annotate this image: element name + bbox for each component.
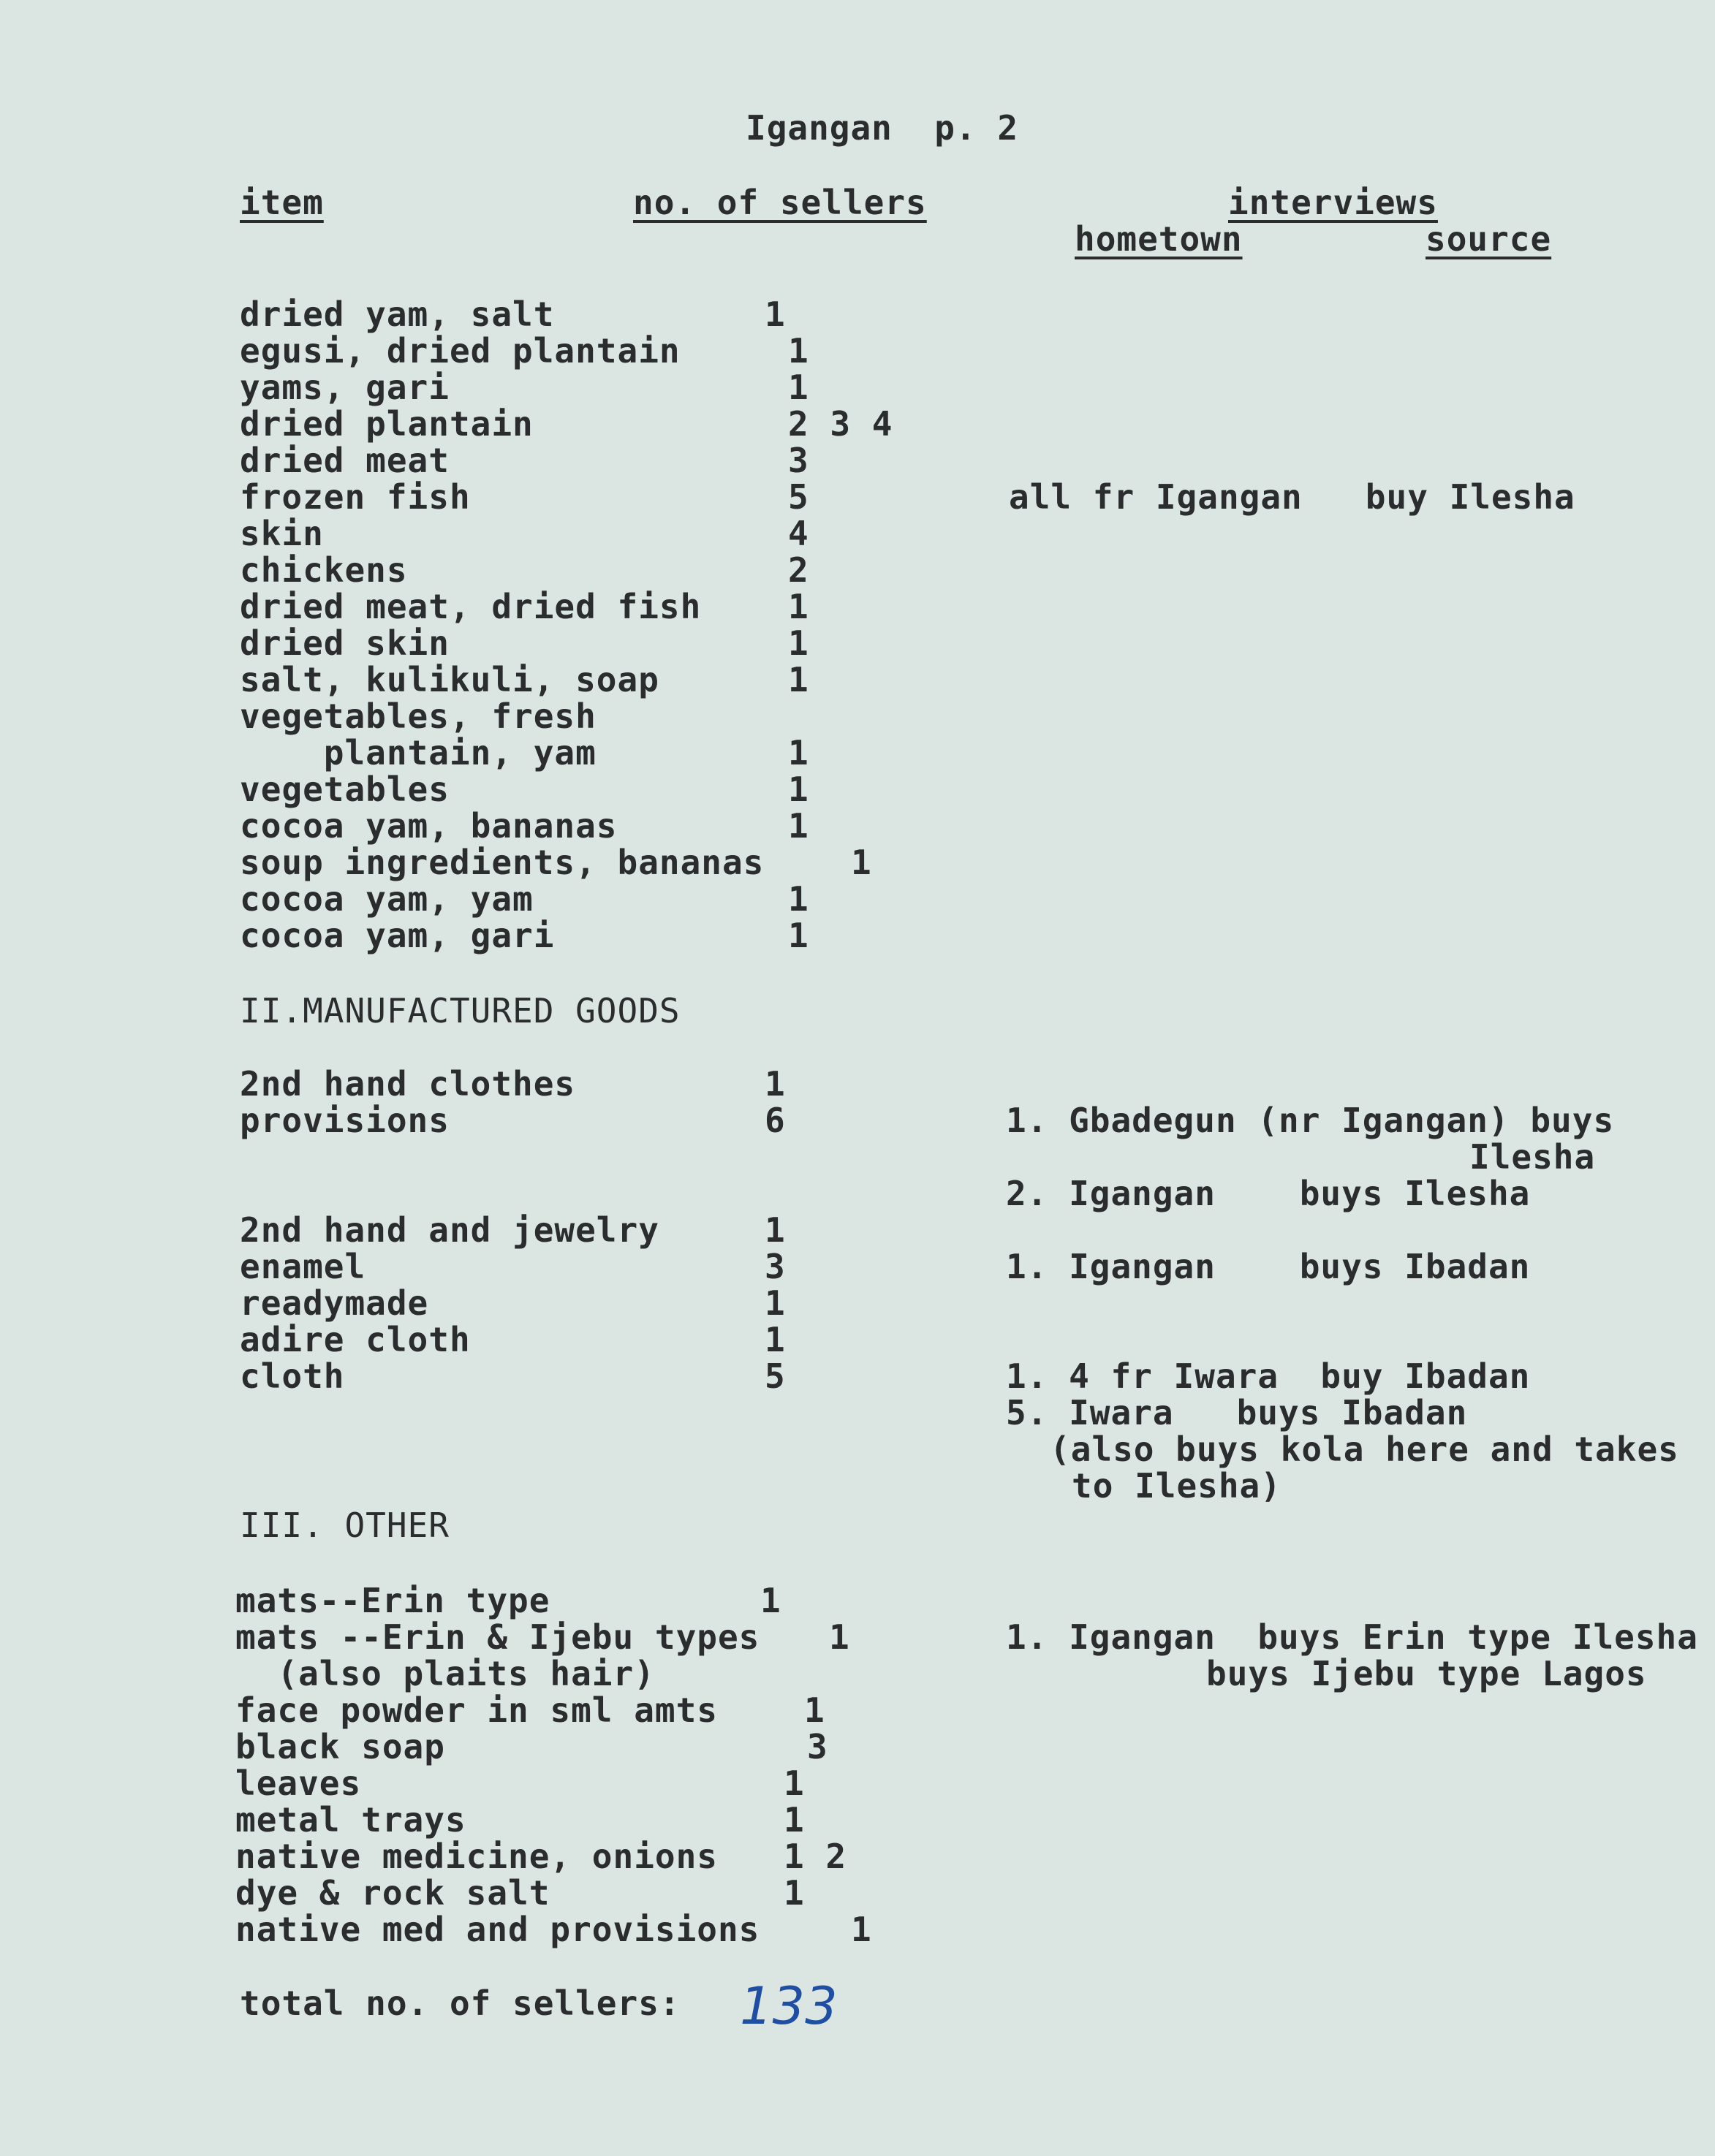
list-item-count: 1 — [784, 1764, 805, 1803]
list-item-count: 4 — [788, 514, 809, 553]
list-item-label: (also plaits hair) — [235, 1654, 655, 1693]
interview-note: all fr Igangan buy Ilesha — [1009, 477, 1575, 517]
header-source: source — [1426, 219, 1552, 259]
list-item-label: vegetables — [240, 770, 450, 809]
list-item-count: 5 — [765, 1356, 786, 1396]
interview-note: 1. Igangan buys Ibadan — [1006, 1247, 1531, 1286]
list-item-label: dye & rock salt — [235, 1873, 550, 1913]
list-item-label: dried meat — [240, 441, 450, 480]
list-item-label: provisions — [240, 1101, 450, 1140]
total-label: total no. of sellers: — [240, 1984, 681, 2023]
interview-note: 1. Igangan buys Erin type Ilesha — [1006, 1617, 1698, 1657]
interview-note: 2. Igangan buys Ilesha — [1006, 1174, 1531, 1213]
list-item-count: 1 — [829, 1617, 850, 1657]
list-item-count: 1 — [784, 1873, 805, 1913]
list-item-count: 1 — [784, 1800, 805, 1840]
list-item-count: 1 — [765, 1283, 786, 1323]
list-item-label: black soap — [235, 1727, 445, 1766]
list-item-count: 1 — [760, 1581, 781, 1620]
list-item-label: native med and provisions — [235, 1910, 760, 1949]
page-title: Igangan p. 2 — [746, 108, 1019, 148]
list-item-label: leaves — [235, 1764, 362, 1803]
list-item-count: 1 — [788, 368, 809, 407]
interview-note: (also buys kola here and takes — [1050, 1430, 1679, 1469]
list-item-count: 1 — [765, 1064, 786, 1104]
list-item-count: 1 — [765, 1320, 786, 1359]
list-item-count: 1 — [851, 1910, 872, 1949]
list-item-label: soup ingredients, bananas — [240, 843, 765, 882]
list-item-count: 6 — [765, 1101, 786, 1140]
header-item: item — [240, 183, 324, 222]
list-item-count: 1 2 — [784, 1837, 847, 1876]
section-heading: III. OTHER — [240, 1506, 450, 1545]
list-item-label: 2nd hand and jewelry — [240, 1210, 659, 1250]
header-no-of-sellers: no. of sellers — [633, 183, 927, 222]
list-item-label: mats --Erin & Ijebu types — [235, 1617, 760, 1657]
header-hometown: hometown — [1075, 219, 1243, 259]
header-interviews: interviews — [1228, 183, 1438, 222]
list-item-label: dried plantain — [240, 404, 534, 444]
list-item-count: 1 — [804, 1690, 825, 1730]
section-heading: II.MANUFACTURED GOODS — [240, 991, 681, 1030]
interview-note: Ilesha — [1469, 1137, 1596, 1177]
list-item-label: 2nd hand clothes — [240, 1064, 576, 1104]
list-item-label: dried yam, salt — [240, 295, 555, 334]
list-item-label: adire cloth — [240, 1320, 471, 1359]
list-item-label: cocoa yam, yam — [240, 879, 534, 919]
list-item-label: face powder in sml amts — [235, 1690, 718, 1730]
list-item-count: 1 — [765, 295, 786, 334]
list-item-label: cocoa yam, bananas — [240, 806, 618, 846]
list-item-label: vegetables, fresh — [240, 696, 597, 736]
list-item-label: dried meat, dried fish — [240, 587, 702, 626]
list-item-label: yams, gari — [240, 368, 450, 407]
list-item-label: readymade — [240, 1283, 429, 1323]
list-item-label: mats--Erin type — [235, 1581, 550, 1620]
list-item-label: chickens — [240, 550, 408, 590]
interview-note: to Ilesha) — [1072, 1466, 1281, 1506]
interview-note: 5. Iwara buys Ibadan — [1006, 1393, 1468, 1432]
list-item-label: skin — [240, 514, 324, 553]
list-item-label: cocoa yam, gari — [240, 916, 555, 955]
list-item-count: 1 — [788, 623, 809, 663]
list-item-count: 1 — [788, 806, 809, 846]
list-item-count: 2 3 4 — [788, 404, 893, 444]
list-item-label: plantain, yam — [240, 733, 597, 773]
list-item-count: 3 — [788, 441, 809, 480]
list-item-count: 1 — [851, 843, 872, 882]
list-item-count: 1 — [788, 770, 809, 809]
interview-note: 1. Gbadegun (nr Igangan) buys — [1006, 1101, 1615, 1140]
list-item-label: native medicine, onions — [235, 1837, 718, 1876]
list-item-label: egusi, dried plantain — [240, 331, 681, 371]
list-item-count: 1 — [788, 587, 809, 626]
list-item-label: dried skin — [240, 623, 450, 663]
list-item-label: cloth — [240, 1356, 345, 1396]
list-item-count: 2 — [788, 550, 809, 590]
list-item-label: salt, kulikuli, soap — [240, 660, 659, 699]
interview-note: 1. 4 fr Iwara buy Ibadan — [1006, 1356, 1531, 1396]
list-item-count: 3 — [807, 1727, 828, 1766]
list-item-count: 1 — [788, 916, 809, 955]
list-item-label: frozen fish — [240, 477, 471, 517]
list-item-count: 1 — [788, 733, 809, 773]
list-item-count: 1 — [788, 879, 809, 919]
list-item-count: 1 — [765, 1210, 786, 1250]
list-item-label: enamel — [240, 1247, 366, 1286]
list-item-label: metal trays — [235, 1800, 466, 1840]
list-item-count: 3 — [765, 1247, 786, 1286]
list-item-count: 5 — [788, 477, 809, 517]
list-item-count: 1 — [788, 660, 809, 699]
interview-note: buys Ijebu type Lagos — [1206, 1654, 1647, 1693]
list-item-count: 1 — [788, 331, 809, 371]
handwritten-total: 133 — [740, 1976, 838, 2036]
